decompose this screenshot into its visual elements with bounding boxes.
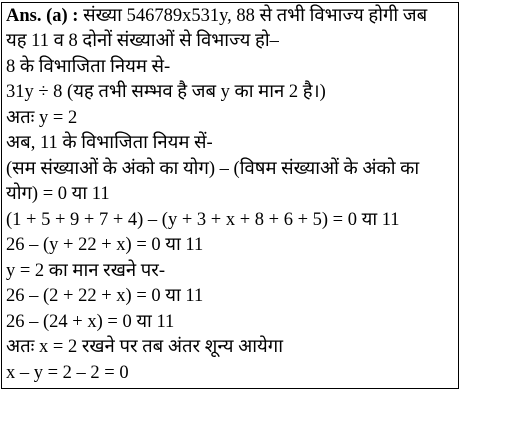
answer-line (6, 3, 427, 29)
solution-line-13: 26 – (24 + x) = 0 या 11 (6, 312, 175, 332)
solution-line-3: 8 के विभाजिता नियम से- (6, 57, 171, 77)
solution-line-2: यह 11 व 8 दोनों संख्याओं से विभाज्य हो– (6, 31, 279, 51)
solution-box (1, 2, 459, 389)
solution-line-14: अतः x = 2 रखने पर तब अंतर शून्य आयेगा (6, 337, 283, 357)
solution-line-10: 26 – (y + 22 + x) = 0 या 11 (6, 235, 204, 255)
answer-text: संख्या 546789x531y, 88 से तभी विभाज्य होगी जब (78, 6, 428, 26)
solution-line-5: अतः y = 2 (6, 108, 78, 128)
solution-line-15: x – y = 2 – 2 = 0 (6, 363, 129, 383)
solution-line-8: योग) = 0 या 11 (6, 184, 110, 204)
solution-line-12: 26 – (2 + 22 + x) = 0 या 11 (6, 286, 204, 306)
solution-line-9: (1 + 5 + 9 + 7 + 4) – (y + 3 + x + 8 + 6 + 5) = 0 या 11 (6, 210, 400, 230)
answer-label: Ans. (a) : (6, 6, 79, 26)
solution-line-7: (सम संख्याओं के अंको का योग) – (विषम संख्याओं के अंको का (6, 159, 420, 179)
solution-line-4: 31y ÷ 8 (यह तभी सम्भव है जब y का मान 2 है।) (6, 82, 326, 102)
solution-line-6: अब, 11 के विभाजिता नियम सें- (6, 133, 213, 153)
solution-line-11: y = 2 का मान रखने पर- (6, 261, 166, 281)
